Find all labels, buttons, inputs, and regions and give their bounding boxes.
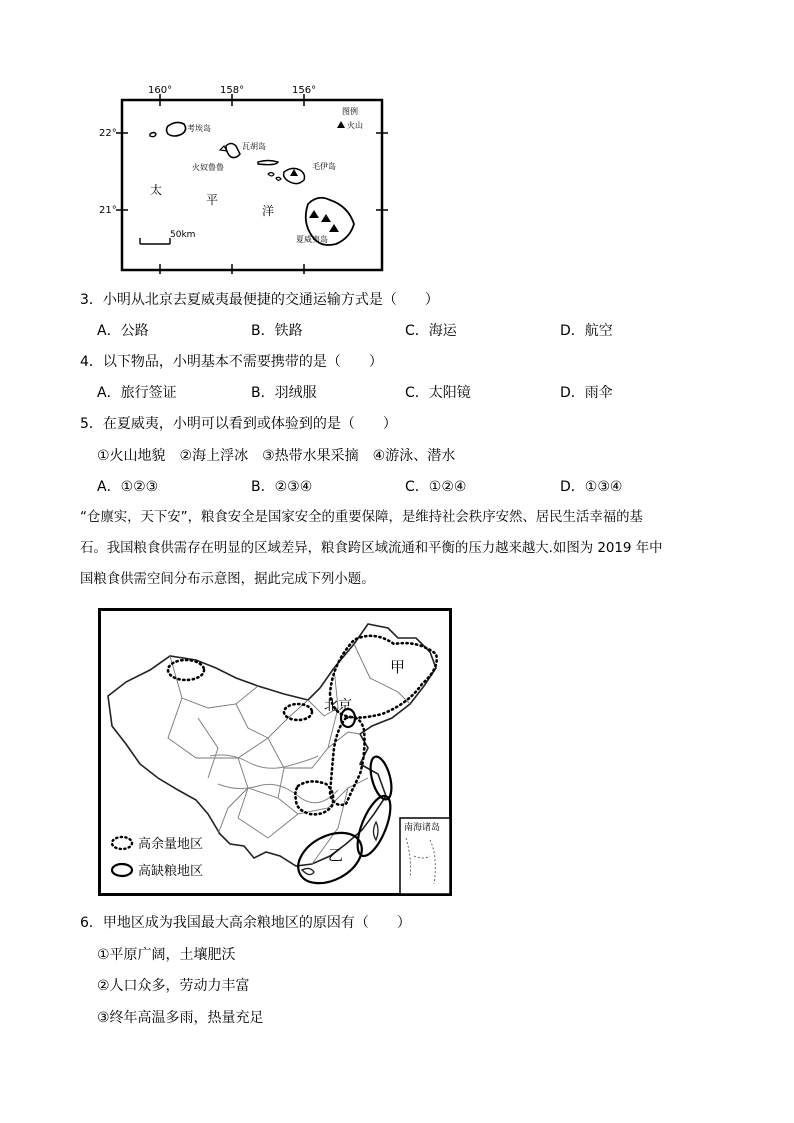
region-jia-label: 甲 xyxy=(390,658,406,676)
island-shape xyxy=(226,144,240,158)
q6-stem: 6．甲地区成为我国最大高余粮地区的原因有（ ） xyxy=(80,915,411,931)
q3-option-c: C．海运 xyxy=(405,323,457,339)
q4-stem: 4．以下物品，小明基本不需要携带的是（ ） xyxy=(80,354,383,370)
lat-label: 21° xyxy=(99,205,117,216)
legend-title: 图例 xyxy=(342,107,358,116)
q3-option-b: B．铁路 xyxy=(251,323,303,339)
ocean-label: 平 xyxy=(206,193,219,207)
ocean-label: 太 xyxy=(150,183,163,197)
scale-label: 50km xyxy=(170,230,196,240)
china-map-figure xyxy=(98,608,452,896)
passage-line: “仓廪实，天下安”，粮食安全是国家安全的重要保障，是维持社会秩序安然、居民生活幸福的基 xyxy=(80,510,643,525)
island-shape xyxy=(167,122,186,136)
china-grain-map xyxy=(98,608,452,896)
legend-item: 火山 xyxy=(347,121,363,130)
volcano-icon xyxy=(290,169,298,176)
inset-label: 南海诸岛 xyxy=(404,823,441,833)
q3-stem: 3．小明从北京去夏威夷最便捷的交通运输方式是（ ） xyxy=(80,292,439,308)
q4-option-c: C．太阳镜 xyxy=(405,385,471,401)
q5-option-a: A．①②③ xyxy=(97,479,159,495)
beijing-label: 北京 xyxy=(324,698,352,714)
q4-option-d: D．雨伞 xyxy=(560,385,613,401)
island-shape xyxy=(150,133,156,137)
q6-item: ③终年高温多雨，热量充足 xyxy=(97,1010,264,1026)
q5-option-c: C．①②④ xyxy=(405,479,467,495)
q5-option-b: B．②③④ xyxy=(251,479,313,495)
passage-line: 国粮食供需空间分布示意图，据此完成下列小题。 xyxy=(80,572,375,587)
island-label: 考埃岛 xyxy=(187,124,211,133)
volcano-icon xyxy=(329,224,339,232)
lon-label: 156° xyxy=(292,85,317,96)
island-label: 火奴鲁鲁 xyxy=(192,163,224,172)
volcano-icon xyxy=(321,214,331,222)
q4-option-a: A．旅行签证 xyxy=(97,385,177,401)
island-label: 夏威夷岛 xyxy=(296,235,328,244)
passage-line: 石。我国粮食供需存在明显的区域差异，粮食跨区域流通和平衡的压力越来越大.如图为 2019 年中 xyxy=(80,541,663,556)
q5-items: ①火山地貌 ②海上浮冰 ③热带水果采摘 ④游泳、潜水 xyxy=(97,448,456,464)
q3-option-a: A．公路 xyxy=(97,323,149,339)
legend-deficit-label: 高缺粮地区 xyxy=(138,864,204,879)
legend-surplus-label: 高余量地区 xyxy=(138,837,204,852)
q5-stem: 5．在夏威夷，小明可以看到或体验到的是（ ） xyxy=(80,416,397,432)
island-shape xyxy=(258,161,278,165)
region-yi-label: 乙 xyxy=(328,846,344,864)
lat-label: 22° xyxy=(99,128,117,139)
q6-item: ②人口众多，劳动力丰富 xyxy=(97,978,250,994)
q6-item: ①平原广阔，土壤肥沃 xyxy=(97,947,236,963)
lon-label: 160° xyxy=(148,85,173,96)
island-label: 瓦胡岛 xyxy=(242,142,266,151)
volcano-icon xyxy=(309,210,319,218)
hawaii-map-figure xyxy=(99,84,394,276)
q3-option-d: D．航空 xyxy=(560,323,613,339)
q4-option-b: B．羽绒服 xyxy=(251,385,317,401)
lon-label: 158° xyxy=(220,85,245,96)
q5-option-d: D．①③④ xyxy=(560,479,623,495)
volcano-icon xyxy=(337,121,345,128)
ocean-label: 洋 xyxy=(262,204,275,218)
island-label: 毛伊岛 xyxy=(312,162,336,171)
hawaii-map xyxy=(99,84,394,276)
